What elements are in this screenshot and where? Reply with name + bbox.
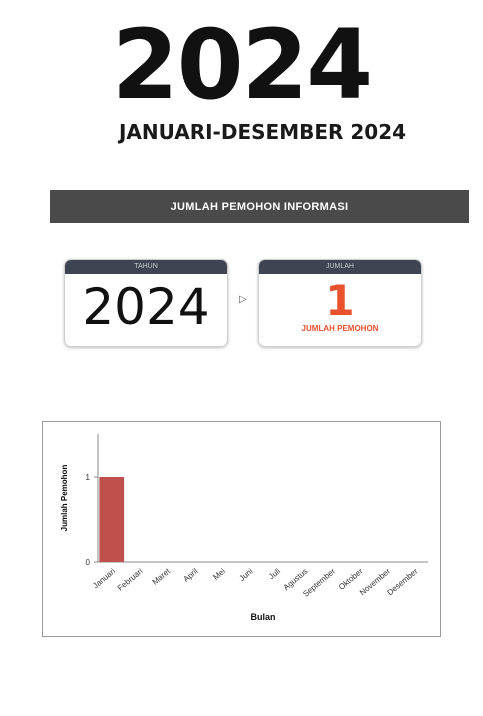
x-tick-label: Februari bbox=[115, 566, 145, 593]
count-card-label: JUMLAH bbox=[259, 260, 421, 274]
x-tick-label: Juli bbox=[267, 566, 283, 582]
chart-frame bbox=[42, 421, 441, 637]
bar bbox=[99, 477, 124, 562]
bar-chart bbox=[43, 422, 440, 636]
x-tick-label: April bbox=[181, 566, 200, 584]
y-tick-label: 1 bbox=[85, 473, 90, 482]
year-card-label: TAHUN bbox=[65, 260, 227, 274]
x-tick-label: Agustus bbox=[281, 566, 310, 593]
count-card bbox=[258, 259, 422, 347]
x-tick-label: November bbox=[357, 566, 393, 598]
x-tick-label: September bbox=[301, 566, 338, 599]
x-tick-label: Maret bbox=[150, 566, 173, 587]
x-tick-label: Juni bbox=[237, 566, 255, 583]
x-tick-label: Oktober bbox=[336, 566, 365, 592]
x-tick-label: Desember bbox=[385, 566, 420, 598]
y-axis-title: Jumlah Pemohon bbox=[60, 464, 69, 532]
section-banner bbox=[50, 190, 469, 223]
x-tick-label: Januari bbox=[91, 566, 118, 591]
x-axis-title: Bulan bbox=[250, 612, 276, 622]
count-card-value: 1 bbox=[325, 276, 355, 325]
page-year-title: 2024 bbox=[111, 9, 372, 121]
x-tick-label: Mei bbox=[211, 566, 228, 582]
year-card bbox=[64, 259, 228, 347]
year-card-value: 2024 bbox=[82, 278, 210, 336]
count-card-caption: JUMLAH PEMOHON bbox=[301, 324, 379, 333]
period-subtitle: JANUARI-DESEMBER 2024 bbox=[118, 120, 407, 144]
play-arrow-icon: ▷ bbox=[239, 294, 247, 305]
y-tick-label: 0 bbox=[85, 558, 90, 567]
section-banner-title: JUMLAH PEMOHON INFORMASI bbox=[170, 200, 349, 213]
